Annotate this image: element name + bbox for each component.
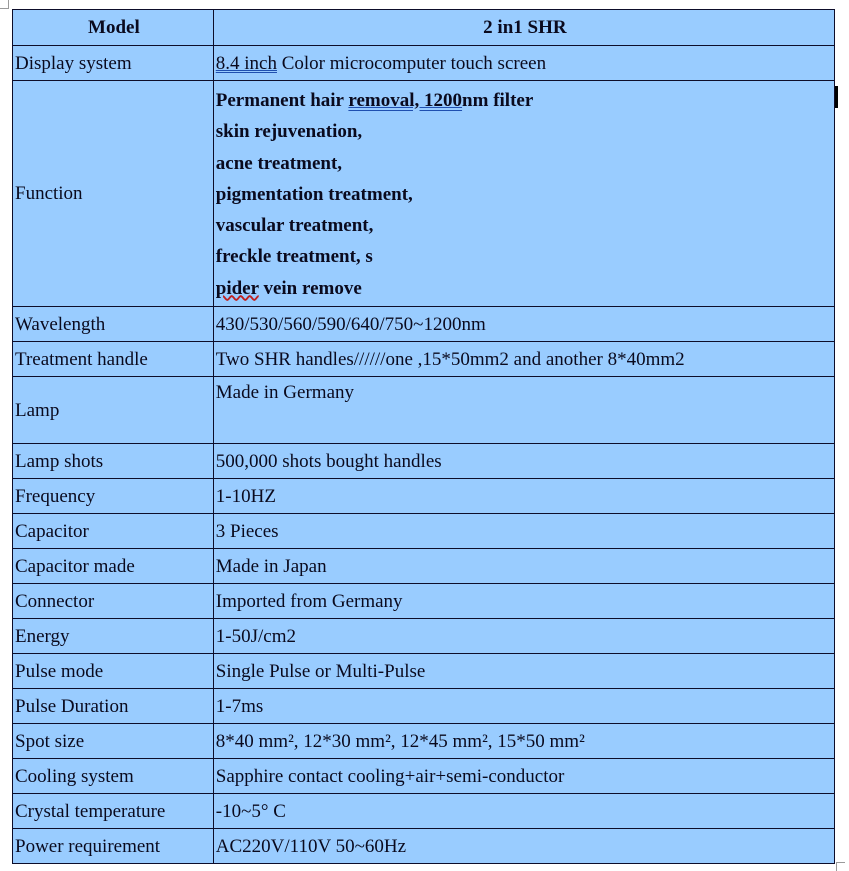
row-label: Frequency bbox=[13, 479, 214, 514]
row-value: 1-10HZ bbox=[213, 479, 834, 514]
table-row bbox=[13, 584, 835, 619]
page-corner-marker bbox=[0, 0, 9, 9]
spellcheck-misspelled-word: pider bbox=[215, 277, 259, 299]
row-value: 3 Pieces bbox=[213, 514, 834, 549]
row-label: Connector bbox=[13, 584, 214, 619]
table-row bbox=[13, 342, 835, 377]
value-text: Color microcomputer touch screen bbox=[276, 52, 547, 74]
row-value: 430/530/560/590/640/750~1200nm bbox=[213, 307, 834, 342]
table-row bbox=[13, 794, 835, 829]
row-label: Lamp bbox=[13, 377, 214, 444]
row-label: Lamp shots bbox=[13, 444, 214, 479]
function-line: freckle treatment, s bbox=[215, 246, 373, 268]
row-value: 8*40 mm², 12*30 mm², 12*45 mm², 15*50 mm² bbox=[213, 724, 834, 759]
row-label: Capacitor bbox=[13, 514, 214, 549]
row-value: Sapphire contact cooling+air+semi-conductor bbox=[213, 759, 834, 794]
table-row-function bbox=[13, 81, 835, 307]
table-row bbox=[13, 307, 835, 342]
text-cursor bbox=[835, 86, 838, 108]
table-row bbox=[13, 479, 835, 514]
function-line bbox=[216, 273, 834, 304]
page-corner-marker-bottom bbox=[836, 862, 845, 871]
table-row bbox=[13, 549, 835, 584]
row-value: Made in Japan bbox=[213, 549, 834, 584]
row-value: -10~5° C bbox=[213, 794, 834, 829]
row-value: AC220V/110V 50~60Hz bbox=[213, 829, 834, 864]
row-value: 1-7ms bbox=[213, 689, 834, 724]
table-row bbox=[13, 689, 835, 724]
row-label: Display system bbox=[13, 46, 214, 81]
row-value: 1-50J/cm2 bbox=[213, 619, 834, 654]
function-line bbox=[216, 85, 834, 116]
row-value bbox=[213, 46, 834, 81]
row-value: 500,000 shots bought handles bbox=[213, 444, 834, 479]
spec-table bbox=[12, 9, 835, 864]
row-label: Capacitor made bbox=[13, 549, 214, 584]
table-row bbox=[13, 829, 835, 864]
table-row bbox=[13, 654, 835, 689]
table-row-display-system bbox=[13, 46, 835, 81]
function-text: vein remove bbox=[258, 277, 362, 299]
row-value bbox=[213, 81, 834, 307]
table-row bbox=[13, 377, 835, 444]
table-row bbox=[13, 619, 835, 654]
table-row bbox=[13, 514, 835, 549]
header-model-value: 2 in1 SHR bbox=[213, 10, 834, 46]
function-line: skin rejuvenation, bbox=[215, 121, 363, 143]
function-line: pigmentation treatment, bbox=[215, 183, 413, 205]
table-row bbox=[13, 444, 835, 479]
row-label: Function bbox=[13, 81, 214, 307]
row-value: Made in Germany bbox=[213, 377, 834, 444]
row-label: Power requirement bbox=[13, 829, 214, 864]
row-value: Two SHR handles//////one ,15*50mm2 and another 8*40mm2 bbox=[213, 342, 834, 377]
row-label: Wavelength bbox=[13, 307, 214, 342]
row-label: Spot size bbox=[13, 724, 214, 759]
row-label: Pulse mode bbox=[13, 654, 214, 689]
function-text: Permanent hair bbox=[215, 90, 349, 111]
table-header-row bbox=[13, 10, 835, 46]
function-text: nm filter bbox=[462, 90, 534, 111]
row-value: Imported from Germany bbox=[213, 584, 834, 619]
header-model-label: Model bbox=[13, 10, 214, 46]
row-label: Pulse Duration bbox=[13, 689, 214, 724]
underlined-text: removal, 1200 bbox=[348, 90, 463, 111]
row-label: Crystal temperature bbox=[13, 794, 214, 829]
function-line: acne treatment, bbox=[215, 152, 343, 174]
table-row bbox=[13, 759, 835, 794]
table-row bbox=[13, 724, 835, 759]
row-value: Single Pulse or Multi-Pulse bbox=[213, 654, 834, 689]
row-label: Cooling system bbox=[13, 759, 214, 794]
row-label: Treatment handle bbox=[13, 342, 214, 377]
underlined-text: 8.4 inch bbox=[215, 52, 277, 74]
function-line: vascular treatment, bbox=[215, 215, 374, 237]
row-label: Energy bbox=[13, 619, 214, 654]
